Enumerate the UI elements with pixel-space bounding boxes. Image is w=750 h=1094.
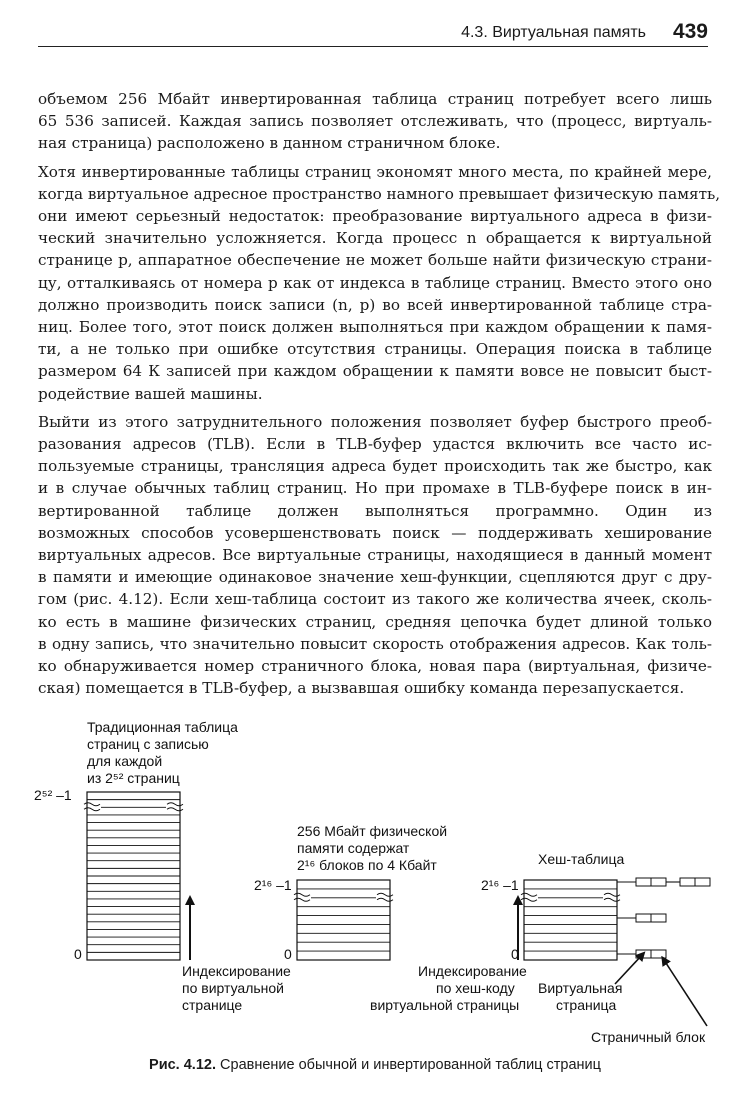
text-line: разования адресов (TLB). Если в TLB-буфер удастся включить все часто ис-	[38, 435, 712, 454]
text-line: объемом 256 Мбайт инвертированная таблица страниц потребует всего лишь	[38, 90, 712, 108]
text-line: ческий значительно усложняется. Когда процесс n обращается к виртуальной	[38, 229, 712, 248]
text-line: вертированной таблице должен выполняться программно. Один из	[38, 501, 712, 520]
text-line: виртуальных адресов. Все виртуальные страницы, находящиеся в данный момент	[38, 546, 712, 565]
caption-number: Рис. 4.12.	[149, 1057, 216, 1073]
caption-text: Сравнение обычной и инвертированной таблиц страниц	[220, 1057, 601, 1073]
text-line: Выйти из этого затруднительного положения позволяет буфер быстрого преоб-	[38, 412, 712, 431]
text-line: размером 64 К записей при каждом обращении к памяти вовсе не повысит быст-	[38, 362, 712, 381]
text-line: цу, отталкиваясь от номера p как от индекса в таблице страниц. Вместо этого оно	[38, 273, 712, 292]
text-line: и в случае обычных таблиц страниц. Но при промахе в TLB-буфере поиск в ин-	[38, 479, 712, 498]
text-line: родействие вашей машины.	[38, 384, 263, 403]
traditional-page-table	[84, 792, 183, 960]
figure-diagram	[0, 712, 750, 1052]
traditional-arrow-label: странице	[182, 997, 243, 1013]
hash-table-title: Хеш-таблица	[538, 851, 625, 867]
text-line: странице p, аппаратное обеспечение не может больше найти физическую страни-	[38, 251, 712, 270]
hash-bottom-index: 0	[511, 946, 519, 962]
traditional-arrow-label: Индексирование	[182, 963, 291, 979]
paragraph-3	[38, 411, 712, 700]
table-outline	[524, 880, 617, 960]
inverted-arrow-label: виртуальной страницы	[370, 997, 520, 1013]
paragraph-1	[38, 88, 712, 155]
section-title: 4.3. Виртуальная память	[461, 24, 646, 41]
inverted-page-table	[294, 880, 393, 960]
text-line: пользуемые страницы, трансляция адреса будет происходить так же быстро, как	[38, 457, 712, 476]
hash-chains	[617, 878, 710, 958]
text-line: ти, а не только при ошибке отсутствия страницы. Операция поиска в таблице	[38, 340, 712, 359]
traditional-title: из 2⁵² страниц	[87, 770, 180, 786]
inverted-arrow-label: по хеш-коду	[436, 980, 515, 996]
traditional-bottom-index: 0	[74, 946, 82, 962]
text-line: в одну запись, что значительно повысит скорость отображения адресов. Как толь-	[38, 634, 712, 653]
text-line: возможных способов усовершенствовать поиск — поддерживать хеширование	[38, 523, 712, 542]
virtual-page-label: страница	[556, 997, 617, 1013]
text-line: 65 536 записей. Каждая запись позволяет отслеживать, что (процесс, виртуаль-	[38, 112, 712, 131]
running-header	[38, 22, 708, 47]
page-frame-arrow	[664, 960, 707, 1026]
inverted-title: 2¹⁶ блоков по 4 Кбайт	[297, 857, 437, 873]
traditional-title: для каждой	[87, 753, 163, 769]
virtual-page-label: Виртуальная	[538, 980, 623, 996]
traditional-top-index: 2⁵² –1	[34, 787, 72, 803]
page-number: 439	[672, 20, 708, 43]
text-line: гом (рис. 4.12). Если хеш-таблица состоит из такого же количества ячеек, сколь-	[38, 590, 712, 609]
paragraph-2	[38, 161, 721, 405]
body-text	[38, 88, 721, 705]
figure-caption	[0, 1057, 750, 1073]
text-line: ко есть в машине физических страниц, средняя цепочка будет длиной только	[38, 612, 712, 631]
text-line: Хотя инвертированные таблицы страниц экономят много места, по крайней мере,	[38, 162, 712, 181]
inverted-top-index: 2¹⁶ –1	[254, 877, 292, 893]
text-line: когда виртуальное адресное пространство намного превышает физическую память,	[38, 184, 721, 203]
inverted-arrow-label: Индексирование	[418, 963, 527, 979]
text-line: они имеют серьезный недостаток: преобразование виртуального адреса в физи-	[38, 207, 712, 226]
text-line: ная страница) расположено в данном страничном блоке.	[38, 134, 501, 153]
inverted-title: памяти содержат	[297, 840, 410, 856]
traditional-arrow-label: по виртуальной	[182, 980, 284, 996]
text-line: ко обнаруживается номер страничного блока, новая пара (виртуальная, физиче-	[38, 657, 712, 676]
table-outline	[297, 880, 390, 960]
hash-table	[521, 880, 620, 960]
inverted-title: 256 Мбайт физической	[297, 823, 448, 839]
text-line: должно производить поиск записи (n, p) во всей инвертированной таблице стра-	[38, 295, 712, 314]
text-line: ниц. Более того, этот поиск должен выполняться при каждом обращении к памя-	[38, 318, 712, 337]
traditional-title: страниц с записью	[87, 736, 209, 752]
text-line: в памяти и имеющие одинаковое значение хеш-функции, сцепляются друг с дру-	[38, 568, 712, 587]
inverted-bottom-index: 0	[284, 946, 292, 962]
page-frame-label: Страничный блок	[591, 1029, 706, 1045]
text-line: ская) помещается в TLB-буфер, а вызвавшая ошибку команда перезапускается.	[38, 679, 685, 698]
traditional-title: Традиционная таблица	[87, 719, 238, 735]
hash-top-index: 2¹⁶ –1	[481, 877, 519, 893]
